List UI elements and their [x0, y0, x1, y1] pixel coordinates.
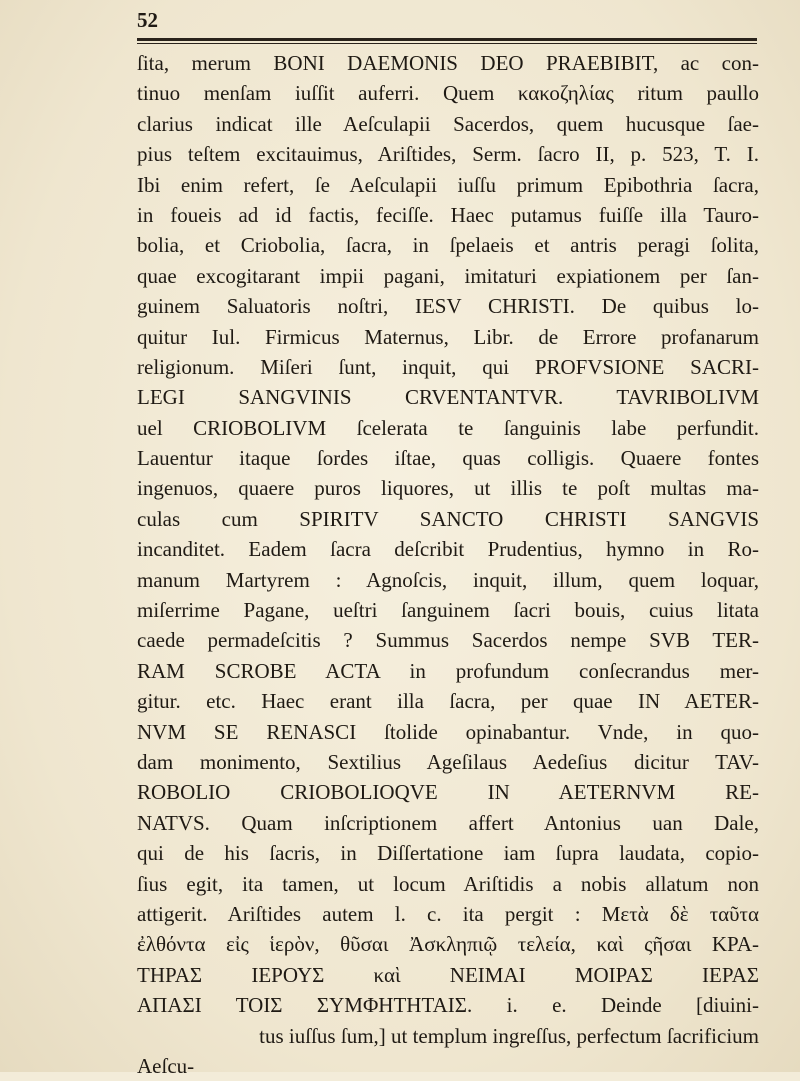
text-line: clarius indicat ille Aeſculapii Sacerdos, quem hucusque ſae- [137, 111, 759, 136]
text-line: quae excogitarant impii pagani, imitaturi expiationem per ſan- [137, 263, 759, 288]
text-line: ἐλθόντα εἰς ἱερὸν, θῦσαι Ἀσκληπιῷ τελεία, καὶ ςῆσαι ΚΡΑ- [137, 932, 759, 957]
text-line: Ibi enim refert, ſe Aeſculapii iuſſu primum Epibothria ſacra, [137, 172, 759, 197]
text-line: ingenuos, quaere puros liquores, ut illis te poſt multas ma- [137, 476, 759, 501]
page-number: 52 [137, 8, 158, 32]
body-text [137, 48, 759, 1081]
text-line: NVM SE RENASCI ſtolide opinabantur. Vnde, in quo- [137, 719, 759, 744]
text-line: bolia, et Criobolia, ſacra, in ſpelaeis et antris peragi ſolita, [137, 233, 759, 258]
header-rule [137, 38, 757, 41]
page-header [137, 6, 757, 38]
text-line: RAM SCROBE ACTA in profundum conſecrandus mer- [137, 658, 759, 683]
header-rule-thin [137, 43, 757, 44]
text-line: LEGI SANGVINIS CRVENTANTVR. TAVRIBOLIVM [137, 385, 759, 410]
text-line: ſius egit, ita tamen, ut locum Ariſtidis a nobis allatum non [137, 871, 759, 896]
text-line: qui de his ſacris, in Diſſertatione iam ſupra laudata, copio- [137, 841, 759, 866]
text-line: quitur Iul. Firmicus Maternus, Libr. de Errore profanarum [137, 324, 759, 349]
text-line: gitur. etc. Haec erant illa ſacra, per quae IN AETER- [137, 689, 759, 714]
text-line: ROBOLIO CRIOBOLIOQVE IN AETERNVM RE- [137, 780, 759, 805]
text-line: Lauentur itaque ſordes iſtae, quas colligis. Quaere fontes [137, 446, 759, 471]
text-line: tus iuſſus ſum,] ut templum ingreſſus, perfectum ſacrificium [259, 1023, 759, 1048]
text-line: manum Martyrem : Agnoſcis, inquit, illum, quem loquar, [137, 567, 759, 592]
text-line: pius teſtem excitauimus, Ariſtides, Serm. ſacro II, p. 523, T. I. [137, 142, 759, 167]
text-line: attigerit. Ariſtides autem l. c. ita pergit : Μετὰ δὲ ταῦτα [137, 901, 759, 926]
text-line: ΑΠΑΣΙ ΤΟΙΣ ΣΥΜΦΗΤΗΤΑΙΣ. i. e. Deinde [diuini- [137, 993, 759, 1018]
text-line: ΤΗΡΑΣ ΙΕΡΟΥΣ καὶ ΝΕΙΜΑΙ ΜΟΙΡΑΣ ΙΕΡΑΣ [137, 962, 759, 987]
text-line: in foueis ad id factis, feciſſe. Haec putamus fuiſſe illa Tauro- [137, 202, 759, 227]
text-line: incanditet. Eadem ſacra deſcribit Prudentius, hymno in Ro- [137, 537, 759, 562]
text-line: NATVS. Quam inſcriptionem affert Antonius uan Dale, [137, 810, 759, 835]
text-line: dam monimento, Sextilius Ageſilaus Aedeſius dicitur TAV- [137, 749, 759, 774]
text-line: ſita, merum BONI DAEMONIS DEO PRAEBIBIT, ac con- [137, 51, 759, 75]
text-line: guinem Saluatoris noſtri, IESV CHRISTI. De quibus lo- [137, 294, 759, 319]
catchword: Aeſcu- [137, 1053, 195, 1078]
text-line: tinuo menſam iuſſit auferri. Quem κακοζηλίας ritum paullo [137, 81, 759, 106]
text-line: caede permadeſcitis ? Summus Sacerdos nempe SVB TER- [137, 628, 759, 653]
text-line: uel CRIOBOLIVM ſcelerata te ſanguinis labe perfundit. [137, 415, 759, 440]
text-line: miſerrime Pagane, ueſtri ſanguinem ſacri bouis, cuius litata [137, 598, 759, 623]
text-line: religionum. Miſeri ſunt, inquit, qui PROFVSIONE SACRI- [137, 354, 759, 379]
text-line: culas cum SPIRITV SANCTO CHRISTI SANGVIS [137, 506, 759, 531]
